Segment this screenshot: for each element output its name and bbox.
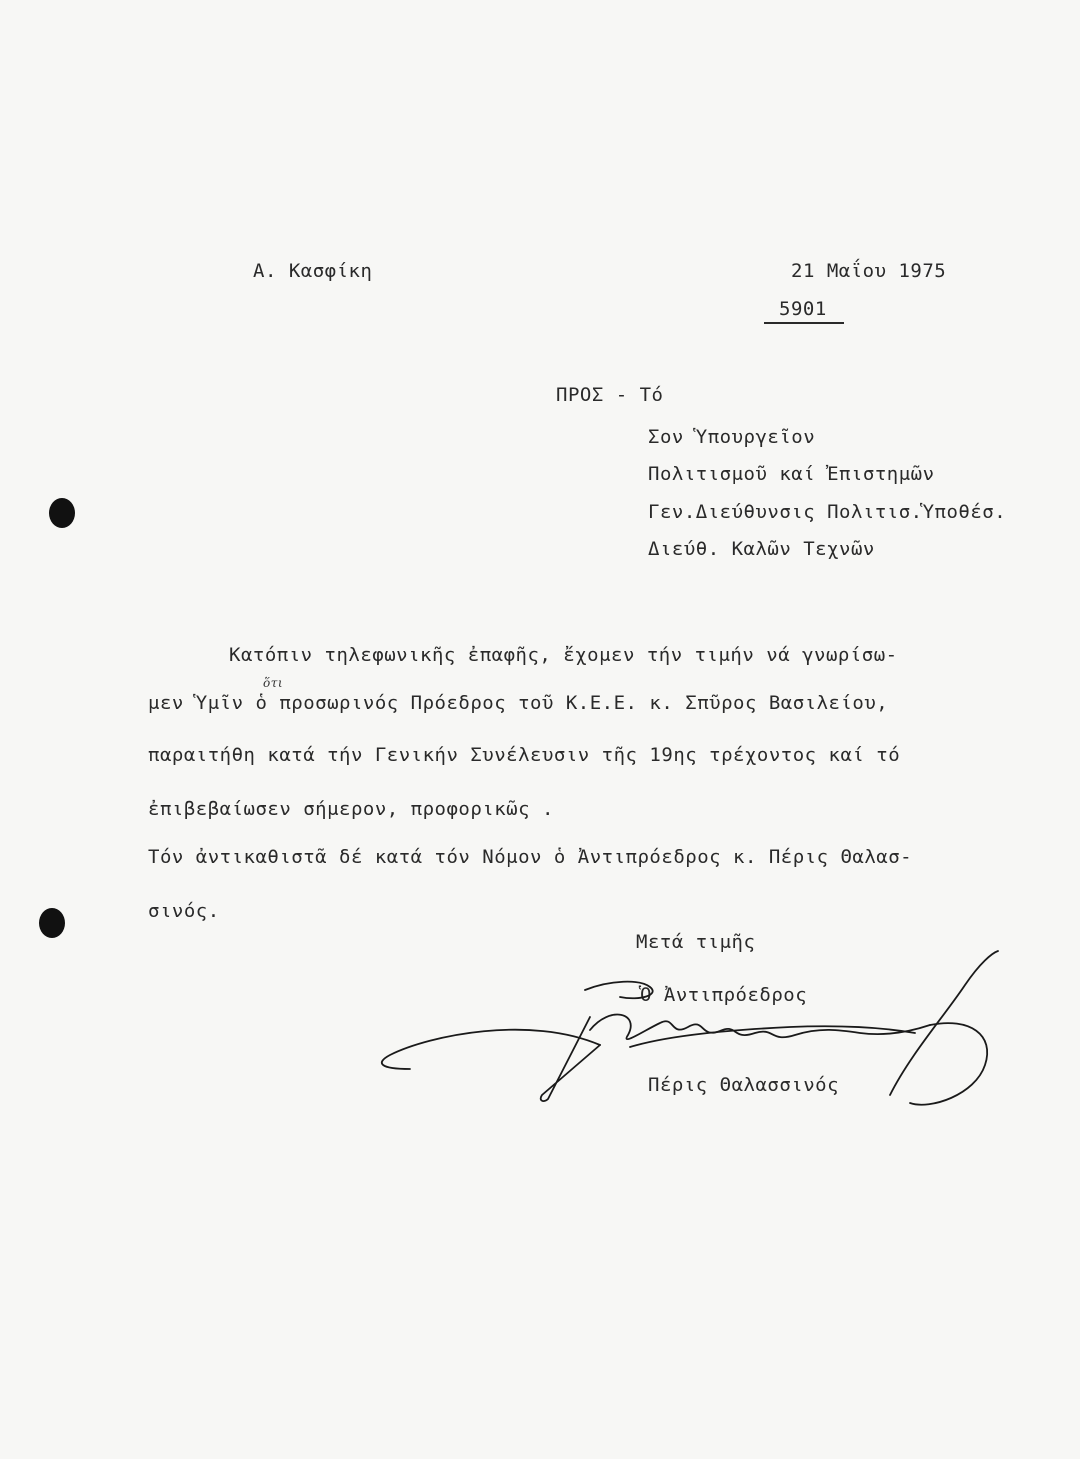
punch-hole-bottom: [39, 908, 65, 938]
body-line: μεν Ὑμῖν ὁ προσωρινός Πρόεδρος τοῦ Κ.Ε.Ε. κ. Σπῦρος Βασιλείου,: [148, 692, 889, 714]
body-line: Τόν ἀντικαθιστᾶ δέ κατά τόν Νόμον ὁ Ἀντιπρόεδρος κ. Πέρις Θαλασ-: [148, 846, 913, 868]
body-line: σινός.: [148, 900, 220, 922]
body-line: ἐπιβεβαίωσεν σήμερον, προφορικῶς .: [148, 798, 554, 820]
body-line: Κατόπιν τηλεφωνικῆς ἐπαφῆς, ἔχομεν τήν τιμήν νά γνωρίσω-: [229, 644, 898, 666]
recipient-line: Σον Ὑπουργεῖον: [648, 426, 816, 448]
handwritten-signature: [370, 931, 1030, 1135]
recipient-line: Γεν.Διεύθυνσις Πολιτισ.Ὑποθέσ.: [648, 501, 1007, 523]
closing-salutation: Μετά τιμῆς: [636, 931, 756, 953]
recipient-prefix: ΠΡΟΣ - Τό: [556, 384, 664, 406]
closing-title: Ὁ Ἀντιπρόεδρος: [640, 984, 808, 1006]
reference-number: 5901: [779, 298, 827, 320]
recipient-line: Διεύθ. Καλῶν Τεχνῶν: [648, 538, 875, 560]
body-line: παραιτήθη κατά τήν Γενικήν Συνέλευσιν τῆς 19ης τρέχοντος καί τό: [148, 744, 901, 766]
recipient-line: Πολιτισμοῦ καί Ἐπιστημῶν: [648, 463, 935, 485]
letter-date: 21 Μαΐου 1975: [791, 260, 947, 282]
signatory-name: Πέρις Θαλασσινός: [648, 1074, 840, 1096]
sender-initials: Α. Κασφίκη: [253, 260, 373, 282]
handwritten-insertion: ὅτι: [263, 676, 284, 690]
reference-underline: [764, 322, 844, 324]
punch-hole-top: [49, 498, 75, 528]
